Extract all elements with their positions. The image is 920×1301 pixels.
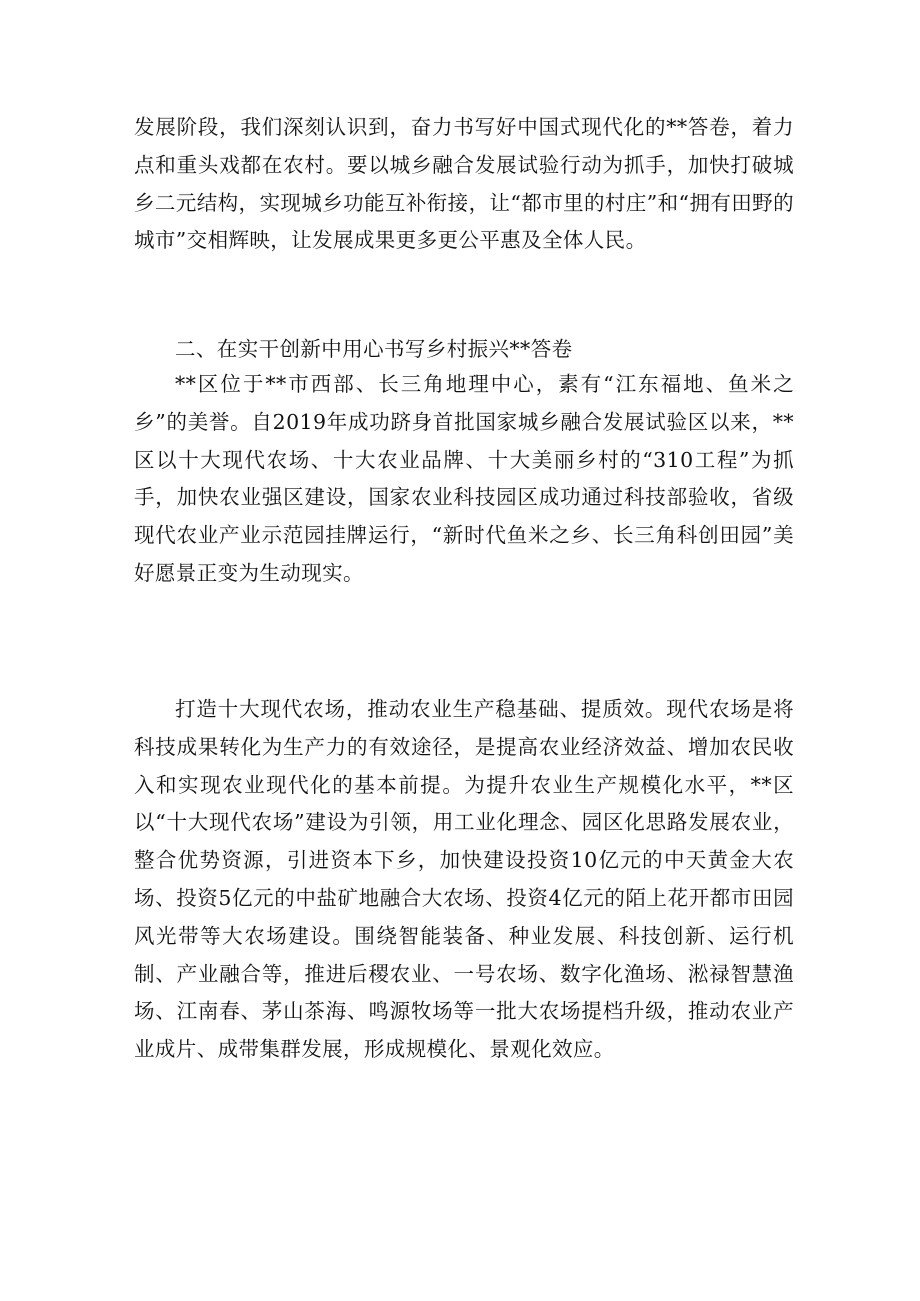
paragraph-district-overview: **区位于**市西部、长三角地理中心，素有“江东福地、鱼米之乡”的美誉。自2019年成功跻身首批国家城乡融合发展试验区以来，**区以十大现代农场、十大农业品牌、十大美丽乡村的“310工程”为抓手，加快农业强区建设，国家农业科技园区成功通过科技部验收，省级现代农业产业示范园挂牌运行，“新时代鱼米之乡、长三角科创田园”美好愿景正变为生动现实。: [134, 372, 794, 585]
section-heading: 二、在实干创新中用心书写乡村振兴**答卷: [175, 337, 573, 361]
paragraph-modern-farms: 打造十大现代农场，推动农业生产稳基础、提质效。现代农场是将科技成果转化为生产力的有效途径，是提高农业经济效益、增加农民收入和实现农业现代化的基本前提。为提升农业生产规模化水平，**区以“十大现代农场”建设为引领，用工业化理念、园区化思路发展农业，整合优势资源，引进资本下乡，加快建设投资10亿元的中天黄金大农场、投资5亿元的中盐矿地融合大农场、投资4亿元的陌上花开都市田园风光带等大农场建设。围绕智能装备、种业发展、科技创新、运行机制、产业融合等，推进后稷农业、一号农场、数字化渔场、淞禄智慧渔场、江南春、茅山茶海、鸣源牧场等一批大农场提档升级，推动农业产业成片、成带集群发展，形成规模化、景观化效应。: [134, 697, 794, 1062]
paragraph-continuation: 发展阶段，我们深刻认识到，奋力书写好中国式现代化的**答卷，着力点和重头戏都在农村。要以城乡融合发展试验行动为抓手，加快打破城乡二元结构，实现城乡功能互补衔接，让“都市里的村庄”和“拥有田野的城市”交相辉映，让发展成果更多更公平惠及全体人民。: [134, 115, 794, 253]
